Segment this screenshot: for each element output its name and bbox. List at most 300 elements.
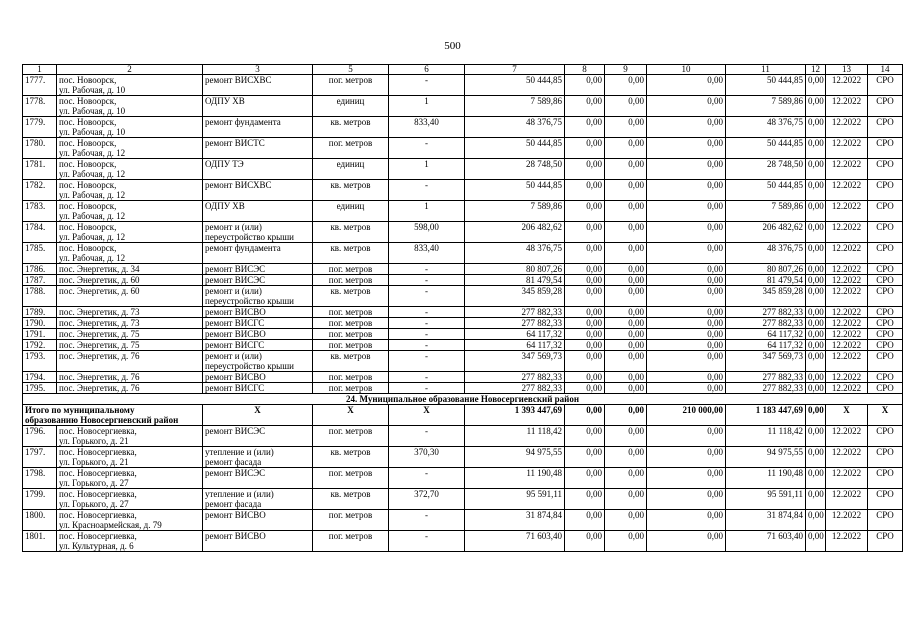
address-cell [57, 138, 203, 159]
work-type-cell-line: переустройство крыши [205, 232, 294, 242]
total-c13: X [826, 405, 868, 426]
deadline-cell: 12.2022 [826, 329, 868, 340]
work-type-cell [203, 531, 313, 552]
address-cell [57, 372, 203, 383]
value-cell-c12: 0,00 [806, 468, 826, 489]
deadline-cell: 12.2022 [826, 351, 868, 372]
value-cell-c9: 0,00 [605, 372, 647, 383]
quantity-cell: - [389, 138, 465, 159]
address-cell-line: пос. Новосергиевка, [59, 426, 137, 436]
row-number: 1801. [23, 531, 57, 552]
address-cell-line: пос. Энергетик, д. 34 [59, 264, 140, 274]
value-cell-c9: 0,00 [605, 468, 647, 489]
unit-cell: кв. метров [313, 222, 389, 243]
value-cell-c11: 95 591,11 [726, 489, 806, 510]
deadline-cell: 12.2022 [826, 222, 868, 243]
column-header: 5 [313, 65, 389, 75]
row-number: 1799. [23, 489, 57, 510]
value-cell-c11: 80 807,26 [726, 264, 806, 275]
row-number: 1791. [23, 329, 57, 340]
value-cell-c8: 0,00 [565, 180, 605, 201]
source-cell: СРО [868, 489, 903, 510]
value-cell-c7: 48 376,75 [465, 117, 565, 138]
source-cell: СРО [868, 447, 903, 468]
address-cell [57, 222, 203, 243]
unit-cell: кв. метров [313, 351, 389, 372]
address-cell-line: ул. Рабочая, д. 12 [59, 169, 126, 179]
value-cell-c7: 11 118,42 [465, 426, 565, 447]
source-cell: СРО [868, 159, 903, 180]
address-cell-line: пос. Энергетик, д. 75 [59, 340, 140, 350]
work-type-cell-line: ремонт ВИСТС [205, 138, 265, 148]
value-cell-c11: 31 874,84 [726, 510, 806, 531]
total-c8: 0,00 [565, 405, 605, 426]
table-row [23, 510, 903, 531]
deadline-cell: 12.2022 [826, 447, 868, 468]
address-cell-line: пос. Новосергиевка, [59, 510, 137, 520]
address-cell-line: ул. Рабочая, д. 12 [59, 211, 126, 221]
value-cell-c9: 0,00 [605, 159, 647, 180]
value-cell-c12: 0,00 [806, 180, 826, 201]
quantity-cell: - [389, 351, 465, 372]
row-number: 1796. [23, 426, 57, 447]
address-cell-line: пос. Новоорск, [59, 159, 117, 169]
source-cell: СРО [868, 329, 903, 340]
value-cell-c10: 0,00 [647, 426, 726, 447]
column-header: 6 [389, 65, 465, 75]
address-cell [57, 75, 203, 96]
address-cell-line: пос. Новосергиевка, [59, 489, 137, 499]
value-cell-c11: 7 589,86 [726, 96, 806, 117]
unit-cell: пог. метров [313, 531, 389, 552]
unit-cell: пог. метров [313, 510, 389, 531]
address-cell-line: ул. Культурная, д. 6 [59, 541, 134, 551]
address-cell-line: пос. Энергетик, д. 60 [59, 286, 140, 296]
value-cell-c10: 0,00 [647, 318, 726, 329]
row-number: 1794. [23, 372, 57, 383]
work-type-cell [203, 489, 313, 510]
value-cell-c12: 0,00 [806, 222, 826, 243]
value-cell-c12: 0,00 [806, 264, 826, 275]
source-cell: СРО [868, 372, 903, 383]
column-header: 2 [57, 65, 203, 75]
value-cell-c10: 0,00 [647, 75, 726, 96]
work-type-cell [203, 264, 313, 275]
value-cell-c8: 0,00 [565, 138, 605, 159]
value-cell-c11: 277 882,33 [726, 318, 806, 329]
value-cell-c8: 0,00 [565, 318, 605, 329]
value-cell-c8: 0,00 [565, 96, 605, 117]
work-type-cell-line: ремонт и (или) [205, 351, 262, 361]
work-type-cell-line: ремонт и (или) [205, 286, 262, 296]
value-cell-c10: 0,00 [647, 447, 726, 468]
value-cell-c9: 0,00 [605, 340, 647, 351]
unit-cell: кв. метров [313, 117, 389, 138]
table-row [23, 264, 903, 275]
work-type-cell-line: переустройство крыши [205, 361, 294, 371]
work-type-cell-line: утепление и (или) [205, 447, 274, 457]
work-type-cell-line: ремонт ВИСХВС [205, 75, 272, 85]
source-cell: СРО [868, 286, 903, 307]
address-cell [57, 318, 203, 329]
address-cell [57, 510, 203, 531]
quantity-cell: 833,40 [389, 243, 465, 264]
value-cell-c8: 0,00 [565, 75, 605, 96]
total-label-line: образованию Новосергиевский район [25, 415, 179, 425]
row-number: 1788. [23, 286, 57, 307]
address-cell-line: ул. Рабочая, д. 10 [59, 127, 126, 137]
table-row [23, 383, 903, 394]
address-cell-line: пос. Новосергиевка, [59, 447, 137, 457]
address-cell [57, 307, 203, 318]
row-number: 1783. [23, 201, 57, 222]
unit-cell: пог. метров [313, 383, 389, 394]
value-cell-c12: 0,00 [806, 307, 826, 318]
value-cell-c9: 0,00 [605, 307, 647, 318]
value-cell-c7: 11 190,48 [465, 468, 565, 489]
value-cell-c9: 0,00 [605, 531, 647, 552]
source-cell: СРО [868, 117, 903, 138]
value-cell-c7: 94 975,55 [465, 447, 565, 468]
source-cell: СРО [868, 201, 903, 222]
address-cell-line: ул. Горького, д. 27 [59, 499, 129, 509]
value-cell-c7: 28 748,50 [465, 159, 565, 180]
row-number: 1785. [23, 243, 57, 264]
unit-cell: пог. метров [313, 307, 389, 318]
deadline-cell: 12.2022 [826, 243, 868, 264]
column-header: 10 [647, 65, 726, 75]
work-type-cell [203, 318, 313, 329]
value-cell-c10: 0,00 [647, 264, 726, 275]
value-cell-c11: 81 479,54 [726, 275, 806, 286]
address-cell-line: пос. Энергетик, д. 60 [59, 275, 140, 285]
value-cell-c11: 48 376,75 [726, 243, 806, 264]
value-cell-c7: 347 569,73 [465, 351, 565, 372]
value-cell-c8: 0,00 [565, 447, 605, 468]
work-type-cell-line: ремонт ВИСЭС [205, 275, 266, 285]
work-type-cell-line: ремонт и (или) [205, 222, 262, 232]
work-type-cell-line: ремонт ВИСХВС [205, 180, 272, 190]
work-type-cell [203, 468, 313, 489]
work-type-cell [203, 426, 313, 447]
unit-cell: пог. метров [313, 138, 389, 159]
column-header: 13 [826, 65, 868, 75]
address-cell-line: ул. Рабочая, д. 12 [59, 148, 126, 158]
value-cell-c11: 28 748,50 [726, 159, 806, 180]
work-type-cell-line: ремонт ВИСВО [205, 510, 266, 520]
value-cell-c10: 0,00 [647, 201, 726, 222]
work-type-cell [203, 383, 313, 394]
value-cell-c7: 71 603,40 [465, 531, 565, 552]
work-type-cell [203, 222, 313, 243]
row-number: 1798. [23, 468, 57, 489]
value-cell-c11: 64 117,32 [726, 340, 806, 351]
value-cell-c12: 0,00 [806, 138, 826, 159]
value-cell-c10: 0,00 [647, 510, 726, 531]
value-cell-c10: 0,00 [647, 531, 726, 552]
source-cell: СРО [868, 75, 903, 96]
work-type-cell-line: утепление и (или) [205, 489, 274, 499]
deadline-cell: 12.2022 [826, 372, 868, 383]
address-cell-line: пос. Новоорск, [59, 138, 117, 148]
quantity-cell: - [389, 372, 465, 383]
quantity-cell: - [389, 329, 465, 340]
deadline-cell: 12.2022 [826, 286, 868, 307]
value-cell-c11: 7 589,86 [726, 201, 806, 222]
value-cell-c10: 0,00 [647, 340, 726, 351]
value-cell-c7: 277 882,33 [465, 307, 565, 318]
value-cell-c8: 0,00 [565, 340, 605, 351]
value-cell-c10: 0,00 [647, 222, 726, 243]
total-c10: 210 000,00 [647, 405, 726, 426]
column-header: 14 [868, 65, 903, 75]
value-cell-c7: 345 859,28 [465, 286, 565, 307]
column-header: 12 [806, 65, 826, 75]
address-cell [57, 329, 203, 340]
quantity-cell: 598,00 [389, 222, 465, 243]
address-cell-line: ул. Рабочая, д. 12 [59, 190, 126, 200]
value-cell-c7: 80 807,26 [465, 264, 565, 275]
source-cell: СРО [868, 351, 903, 372]
value-cell-c11: 50 444,85 [726, 138, 806, 159]
value-cell-c8: 0,00 [565, 201, 605, 222]
source-cell: СРО [868, 180, 903, 201]
quantity-cell: - [389, 468, 465, 489]
work-type-cell [203, 159, 313, 180]
value-cell-c9: 0,00 [605, 264, 647, 275]
value-cell-c12: 0,00 [806, 489, 826, 510]
row-number: 1793. [23, 351, 57, 372]
address-cell [57, 468, 203, 489]
value-cell-c11: 206 482,62 [726, 222, 806, 243]
value-cell-c7: 64 117,32 [465, 329, 565, 340]
address-cell-line: пос. Новоорск, [59, 96, 117, 106]
address-cell-line: пос. Новоорск, [59, 222, 117, 232]
address-cell-line: ул. Рабочая, д. 10 [59, 85, 126, 95]
source-cell: СРО [868, 340, 903, 351]
section-header-row [23, 394, 903, 405]
address-cell [57, 531, 203, 552]
address-cell [57, 489, 203, 510]
address-cell-line: пос. Энергетик, д. 76 [59, 383, 140, 393]
value-cell-c11: 277 882,33 [726, 383, 806, 394]
work-type-cell-line: ремонт фасада [205, 499, 262, 509]
work-type-cell-line: ремонт ВИСВО [205, 329, 266, 339]
work-type-cell [203, 372, 313, 383]
value-cell-c7: 31 874,84 [465, 510, 565, 531]
value-cell-c9: 0,00 [605, 318, 647, 329]
work-type-cell [203, 340, 313, 351]
value-cell-c10: 0,00 [647, 468, 726, 489]
address-cell [57, 340, 203, 351]
value-cell-c7: 7 589,86 [465, 201, 565, 222]
quantity-cell: - [389, 264, 465, 275]
table-row [23, 340, 903, 351]
value-cell-c7: 277 882,33 [465, 318, 565, 329]
value-cell-c10: 0,00 [647, 275, 726, 286]
address-cell-line: ул. Горького, д. 21 [59, 436, 129, 446]
quantity-cell: 1 [389, 159, 465, 180]
quantity-cell: 1 [389, 201, 465, 222]
table-row [23, 96, 903, 117]
work-type-cell-line: ремонт ВИСВО [205, 531, 266, 541]
value-cell-c9: 0,00 [605, 201, 647, 222]
work-type-cell-line: ремонт ВИСГС [205, 318, 265, 328]
value-cell-c11: 277 882,33 [726, 372, 806, 383]
address-cell-line: пос. Энергетик, д. 76 [59, 372, 140, 382]
table-row [23, 159, 903, 180]
source-cell: СРО [868, 264, 903, 275]
source-cell: СРО [868, 383, 903, 394]
table-row [23, 222, 903, 243]
total-qty: X [389, 405, 465, 426]
table-row [23, 201, 903, 222]
value-cell-c8: 0,00 [565, 510, 605, 531]
address-cell-line: пос. Новоорск, [59, 180, 117, 190]
row-number: 1777. [23, 75, 57, 96]
value-cell-c12: 0,00 [806, 96, 826, 117]
value-cell-c7: 50 444,85 [465, 138, 565, 159]
quantity-cell: 1 [389, 96, 465, 117]
address-cell [57, 447, 203, 468]
unit-cell: пог. метров [313, 329, 389, 340]
row-number: 1795. [23, 383, 57, 394]
quantity-cell: - [389, 318, 465, 329]
total-c12: 0,00 [806, 405, 826, 426]
value-cell-c10: 0,00 [647, 159, 726, 180]
table-row [23, 138, 903, 159]
work-type-cell-line: ОДПУ ХВ [205, 96, 245, 106]
section-title: 24. Муниципальное образование Новосергиевский район [23, 394, 903, 405]
value-cell-c7: 64 117,32 [465, 340, 565, 351]
unit-cell: кв. метров [313, 286, 389, 307]
deadline-cell: 12.2022 [826, 275, 868, 286]
value-cell-c10: 0,00 [647, 489, 726, 510]
unit-cell: пог. метров [313, 340, 389, 351]
work-type-cell-line: ремонт ВИСВО [205, 307, 266, 317]
value-cell-c8: 0,00 [565, 264, 605, 275]
unit-cell: единиц [313, 201, 389, 222]
value-cell-c11: 345 859,28 [726, 286, 806, 307]
value-cell-c8: 0,00 [565, 286, 605, 307]
value-cell-c9: 0,00 [605, 383, 647, 394]
value-cell-c9: 0,00 [605, 96, 647, 117]
source-cell: СРО [868, 510, 903, 531]
row-number: 1792. [23, 340, 57, 351]
value-cell-c11: 64 117,32 [726, 329, 806, 340]
value-cell-c11: 11 190,48 [726, 468, 806, 489]
unit-cell: кв. метров [313, 489, 389, 510]
source-cell: СРО [868, 426, 903, 447]
unit-cell: пог. метров [313, 372, 389, 383]
total-row [23, 405, 903, 426]
value-cell-c9: 0,00 [605, 426, 647, 447]
deadline-cell: 12.2022 [826, 201, 868, 222]
value-cell-c11: 50 444,85 [726, 75, 806, 96]
value-cell-c11: 11 118,42 [726, 426, 806, 447]
work-type-cell-line: ремонт фундамента [205, 117, 281, 127]
work-type-cell-line: ремонт фасада [205, 457, 262, 467]
table-row [23, 180, 903, 201]
quantity-cell: - [389, 531, 465, 552]
work-type-cell-line: ОДПУ ХВ [205, 201, 245, 211]
quantity-cell: 833,40 [389, 117, 465, 138]
value-cell-c8: 0,00 [565, 307, 605, 318]
table-row [23, 75, 903, 96]
work-type-cell [203, 447, 313, 468]
table-row [23, 531, 903, 552]
unit-cell: пог. метров [313, 75, 389, 96]
value-cell-c8: 0,00 [565, 243, 605, 264]
column-header: 8 [565, 65, 605, 75]
address-cell [57, 96, 203, 117]
value-cell-c8: 0,00 [565, 383, 605, 394]
value-cell-c8: 0,00 [565, 426, 605, 447]
unit-cell: кв. метров [313, 243, 389, 264]
row-number: 1779. [23, 117, 57, 138]
table-row [23, 426, 903, 447]
value-cell-c9: 0,00 [605, 75, 647, 96]
value-cell-c10: 0,00 [647, 138, 726, 159]
address-cell-line: пос. Новосергиевка, [59, 468, 137, 478]
value-cell-c8: 0,00 [565, 222, 605, 243]
value-cell-c12: 0,00 [806, 510, 826, 531]
address-cell-line: пос. Новоорск, [59, 117, 117, 127]
row-number: 1790. [23, 318, 57, 329]
value-cell-c12: 0,00 [806, 286, 826, 307]
work-type-cell-line: ремонт ВИСГС [205, 383, 265, 393]
source-cell: СРО [868, 468, 903, 489]
value-cell-c10: 0,00 [647, 117, 726, 138]
deadline-cell: 12.2022 [826, 318, 868, 329]
works-table [22, 64, 903, 552]
work-type-cell-line: ОДПУ ТЭ [205, 159, 244, 169]
address-cell [57, 243, 203, 264]
work-type-cell [203, 351, 313, 372]
address-cell [57, 383, 203, 394]
total-unit: X [313, 405, 389, 426]
value-cell-c7: 206 482,62 [465, 222, 565, 243]
value-cell-c10: 0,00 [647, 383, 726, 394]
work-type-cell [203, 329, 313, 340]
address-cell-line: ул. Рабочая, д. 10 [59, 106, 126, 116]
value-cell-c7: 50 444,85 [465, 180, 565, 201]
address-cell-line: пос. Новосергиевка, [59, 531, 137, 541]
value-cell-c9: 0,00 [605, 275, 647, 286]
address-cell-line: ул. Горького, д. 21 [59, 457, 129, 467]
value-cell-c8: 0,00 [565, 117, 605, 138]
work-type-cell [203, 180, 313, 201]
value-cell-c8: 0,00 [565, 531, 605, 552]
work-type-cell [203, 243, 313, 264]
value-cell-c10: 0,00 [647, 286, 726, 307]
work-type-cell-line: ремонт ВИСГС [205, 340, 265, 350]
total-c9: 0,00 [605, 405, 647, 426]
value-cell-c11: 94 975,55 [726, 447, 806, 468]
value-cell-c8: 0,00 [565, 372, 605, 383]
total-c14: X [868, 405, 903, 426]
row-number: 1787. [23, 275, 57, 286]
deadline-cell: 12.2022 [826, 489, 868, 510]
table-row [23, 351, 903, 372]
total-label-line: Итого по муниципальному [25, 405, 135, 415]
value-cell-c12: 0,00 [806, 201, 826, 222]
work-type-cell [203, 510, 313, 531]
address-cell-line: ул. Красноармейская, д. 79 [59, 520, 162, 530]
value-cell-c12: 0,00 [806, 318, 826, 329]
address-cell [57, 159, 203, 180]
deadline-cell: 12.2022 [826, 340, 868, 351]
